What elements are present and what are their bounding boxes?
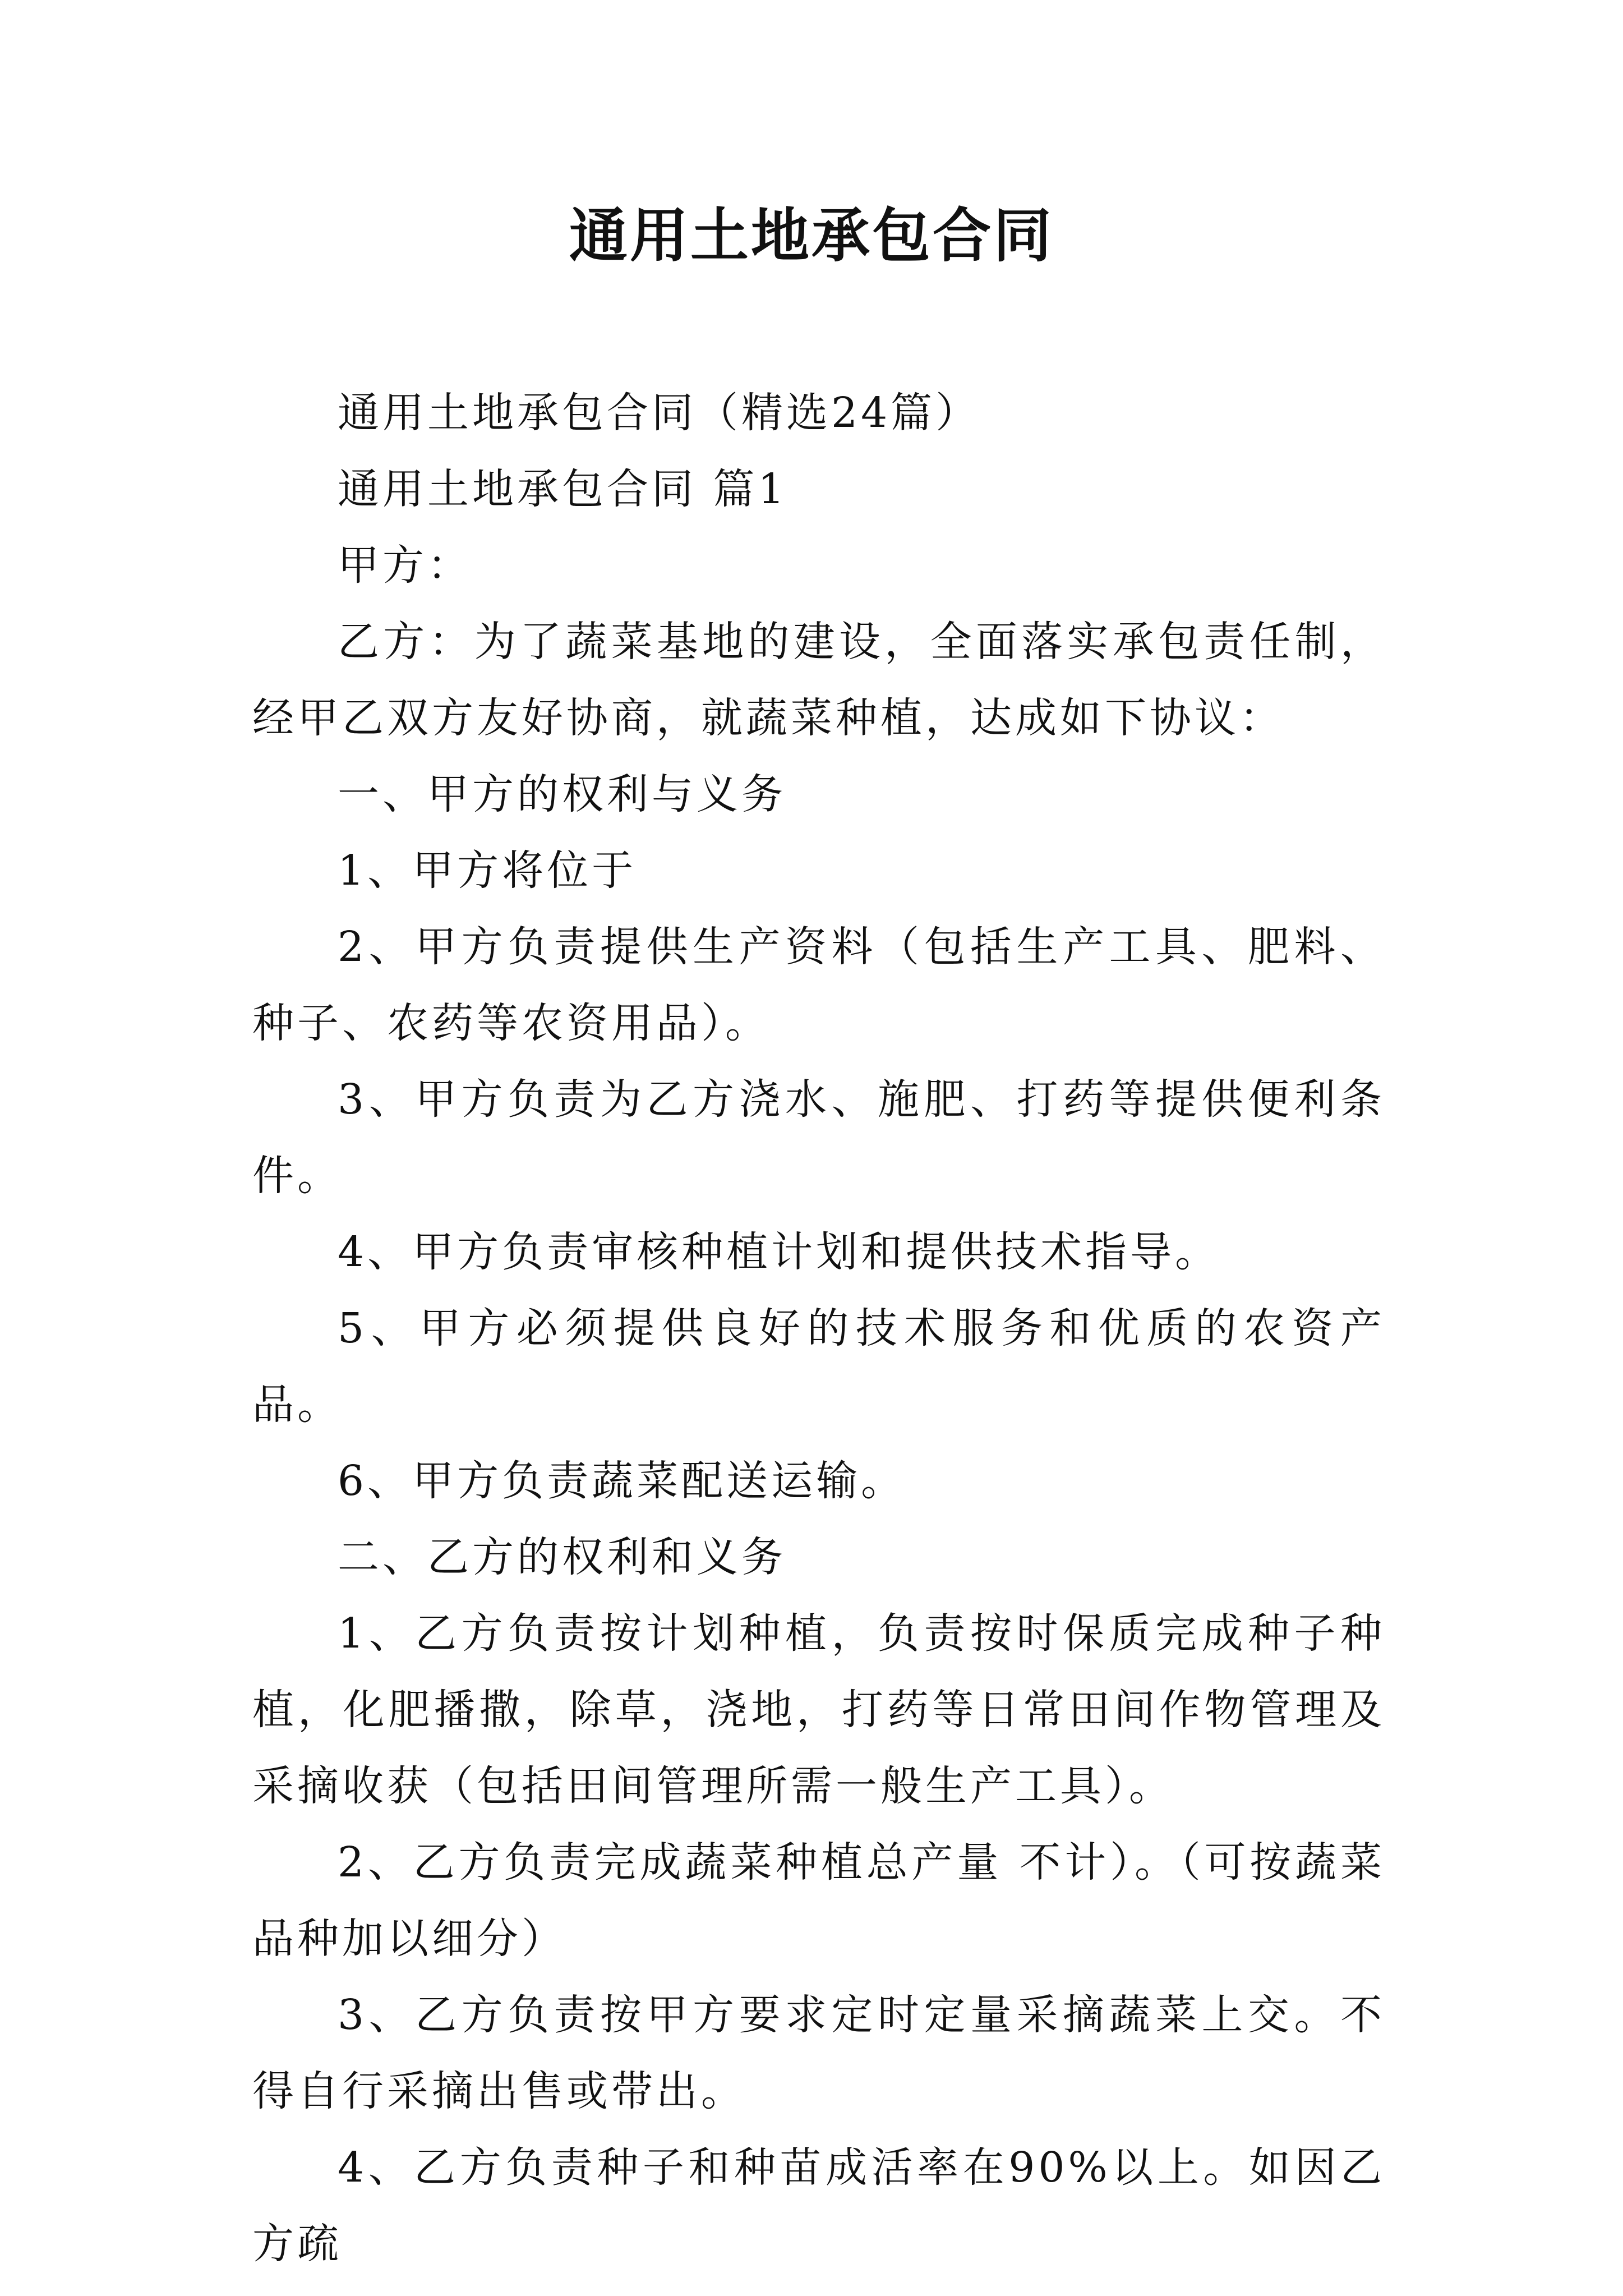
paragraph: 1、甲方将位于 bbox=[338, 846, 637, 895]
paragraph: 乙方：为了蔬菜基地的建设，全面落实承包责任制，经甲乙双方友好协商，就蔬菜种植，达成如下协议： bbox=[252, 618, 1385, 742]
document-title: 通用土地承包合同 bbox=[569, 201, 1054, 270]
paragraph: 通用土地承包合同（精选24篇） bbox=[338, 389, 981, 437]
paragraph: 1、乙方负责按计划种植，负责按时保质完成种子种植，化肥播撒，除草，浇地，打药等日常田间作物管理及采摘收获（包括田间管理所需一般生产工具）。 bbox=[252, 1609, 1385, 1810]
paragraph: 4、乙方负责种子和种苗成活率在90%以上。如因乙方疏 bbox=[252, 2143, 1385, 2268]
paragraph: 6、甲方负责蔬菜配送运输。 bbox=[338, 1457, 906, 1505]
paragraph: 一、甲方的权利与义务 bbox=[338, 770, 786, 818]
paragraph: 2、甲方负责提供生产资料（包括生产工具、肥料、种子、农药等农资用品）。 bbox=[252, 923, 1385, 1047]
paragraph: 4、甲方负责审核种植计划和提供技术指导。 bbox=[338, 1228, 1220, 1276]
paragraph: 5、甲方必须提供良好的技术服务和优质的农资产品。 bbox=[252, 1304, 1385, 1429]
paragraph: 3、乙方负责按甲方要求定时定量采摘蔬菜上交。不得自行采摘出售或带出。 bbox=[252, 1991, 1385, 2115]
paragraph: 3、甲方负责为乙方浇水、施肥、打药等提供便利条件。 bbox=[252, 1075, 1385, 1200]
paragraph: 通用土地承包合同 篇1 bbox=[338, 465, 788, 513]
document-body bbox=[252, 375, 1385, 2282]
paragraph: 甲方： bbox=[338, 541, 472, 590]
paragraph: 二、乙方的权利和义务 bbox=[338, 1533, 786, 1581]
paragraph: 2、乙方负责完成蔬菜种植总产量 不计）。（可按蔬菜品种加以细分） bbox=[252, 1838, 1385, 1963]
